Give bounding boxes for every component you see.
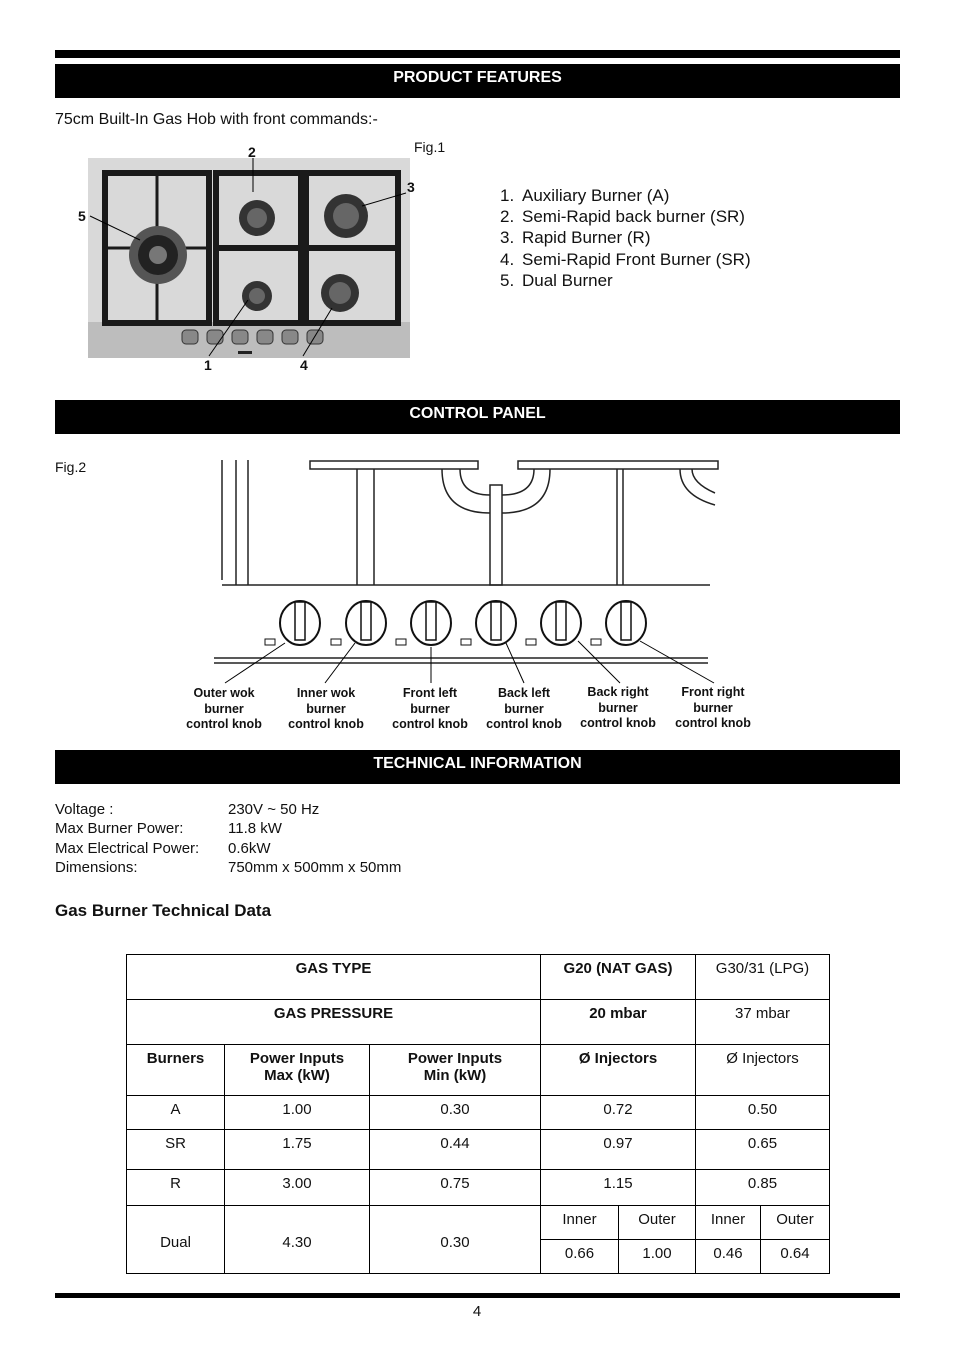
feature-item: 4. Semi-Rapid Front Burner (SR) <box>500 249 751 269</box>
diameter-icon: Ø <box>578 1050 591 1067</box>
knob-label-back-right: Back right burner control knob <box>580 685 656 730</box>
cell-g20-inner-label: Inner <box>541 1206 619 1240</box>
diameter-icon: Ø <box>726 1050 738 1067</box>
burner-dual <box>129 226 187 284</box>
voltage-value: 230V ~ 50 Hz <box>228 801 320 818</box>
gas-burner-table <box>126 954 830 1274</box>
max-electrical-power-value: 0.6kW <box>228 840 271 857</box>
cell-burner: Dual <box>127 1206 225 1274</box>
table-row <box>127 1045 830 1096</box>
fig2-label: Fig.2 <box>55 459 87 475</box>
section-header-control-panel: CONTROL PANEL <box>55 400 900 434</box>
g30-injectors-header: Ø Injectors <box>696 1045 830 1096</box>
cell-min: 0.44 <box>370 1130 541 1170</box>
g30-pressure: 37 mbar <box>696 1000 830 1045</box>
feature-item: 1. Auxiliary Burner (A) <box>500 186 670 205</box>
cell-max: 4.30 <box>225 1206 370 1274</box>
intro-text: 75cm Built-In Gas Hob with front commands:- <box>55 111 378 128</box>
page-number: 4 <box>472 1303 482 1320</box>
voltage-label: Voltage : <box>55 801 114 818</box>
g20-injectors-header: Ø Injectors <box>541 1045 696 1096</box>
control-panel-diagram <box>210 455 720 685</box>
cell-g20: 1.15 <box>541 1170 696 1206</box>
dimensions-value: 750mm x 500mm x 50mm <box>228 859 402 876</box>
cell-burner: R <box>127 1170 225 1206</box>
feature-item: 3. Rapid Burner (R) <box>500 228 651 248</box>
max-burner-power-label: Max Burner Power: <box>55 820 184 837</box>
cell-min: 0.30 <box>370 1096 541 1130</box>
cell-g20: 0.72 <box>541 1096 696 1130</box>
table-row <box>127 1130 830 1170</box>
gas-type-header: GAS TYPE <box>127 955 541 1000</box>
feature-item: 5. Dual Burner <box>500 270 613 290</box>
cell-max: 3.00 <box>225 1170 370 1206</box>
table-row <box>127 1000 830 1045</box>
burners-col-header: Burners <box>127 1045 225 1096</box>
cell-g30: 0.65 <box>696 1130 830 1170</box>
table-row <box>127 1206 830 1240</box>
section-header-technical-information: TECHNICAL INFORMATION <box>55 750 900 784</box>
knob-label-inner-wok: Inner wok burner control knob <box>288 686 364 731</box>
cell-g30-outer-label: Outer <box>761 1206 830 1240</box>
power-min-col-header: Power Inputs Min (kW) <box>370 1045 541 1096</box>
power-max-col-header: Power Inputs Max (kW) <box>225 1045 370 1096</box>
cell-g20-inner: 0.66 <box>541 1240 619 1274</box>
knob-label-front-right: Front right burner control knob <box>675 685 751 730</box>
table-row <box>127 1096 830 1130</box>
cell-burner: SR <box>127 1130 225 1170</box>
cell-min: 0.30 <box>370 1206 541 1274</box>
cell-g30-inner-label: Inner <box>696 1206 761 1240</box>
feature-item: 2. Semi-Rapid back burner (SR) <box>500 207 745 227</box>
max-burner-power-value: 11.8 kW <box>228 820 282 837</box>
cell-min: 0.75 <box>370 1170 541 1206</box>
features-list <box>500 185 751 291</box>
top-rule <box>55 50 900 58</box>
cell-g20-outer: 1.00 <box>619 1240 696 1274</box>
g20-pressure: 20 mbar <box>541 1000 696 1045</box>
table-row <box>127 955 830 1000</box>
cell-g20-outer-label: Outer <box>619 1206 696 1240</box>
cell-g30: 0.85 <box>696 1170 830 1206</box>
cell-burner: A <box>127 1096 225 1130</box>
fig1-label: Fig.1 <box>414 139 446 155</box>
callout-1: 1 <box>204 357 212 373</box>
table-row <box>127 1170 830 1206</box>
cell-g30: 0.50 <box>696 1096 830 1130</box>
callout-3: 3 <box>407 179 415 195</box>
cell-max: 1.75 <box>225 1130 370 1170</box>
knob-label-front-left: Front left burner control knob <box>392 686 468 731</box>
callout-4: 4 <box>300 357 308 373</box>
cell-g30-outer: 0.64 <box>761 1240 830 1274</box>
cell-max: 1.00 <box>225 1096 370 1130</box>
knob-label-back-left: Back left burner control knob <box>486 686 562 731</box>
cell-g20: 0.97 <box>541 1130 696 1170</box>
g30-header: G30/31 (LPG) <box>696 955 830 1000</box>
gas-burner-heading: Gas Burner Technical Data <box>55 901 272 920</box>
gas-pressure-header: GAS PRESSURE <box>127 1000 541 1045</box>
g20-header: G20 (NAT GAS) <box>541 955 696 1000</box>
callout-2: 2 <box>248 144 256 160</box>
bottom-rule <box>55 1293 900 1298</box>
hob-photo <box>70 140 430 375</box>
section-header-product-features: PRODUCT FEATURES <box>55 64 900 98</box>
knob-label-outer-wok: Outer wok burner control knob <box>186 686 262 731</box>
cell-g30-inner: 0.46 <box>696 1240 761 1274</box>
dimensions-label: Dimensions: <box>55 859 138 876</box>
max-electrical-power-label: Max Electrical Power: <box>55 840 200 857</box>
callout-5: 5 <box>78 208 86 224</box>
